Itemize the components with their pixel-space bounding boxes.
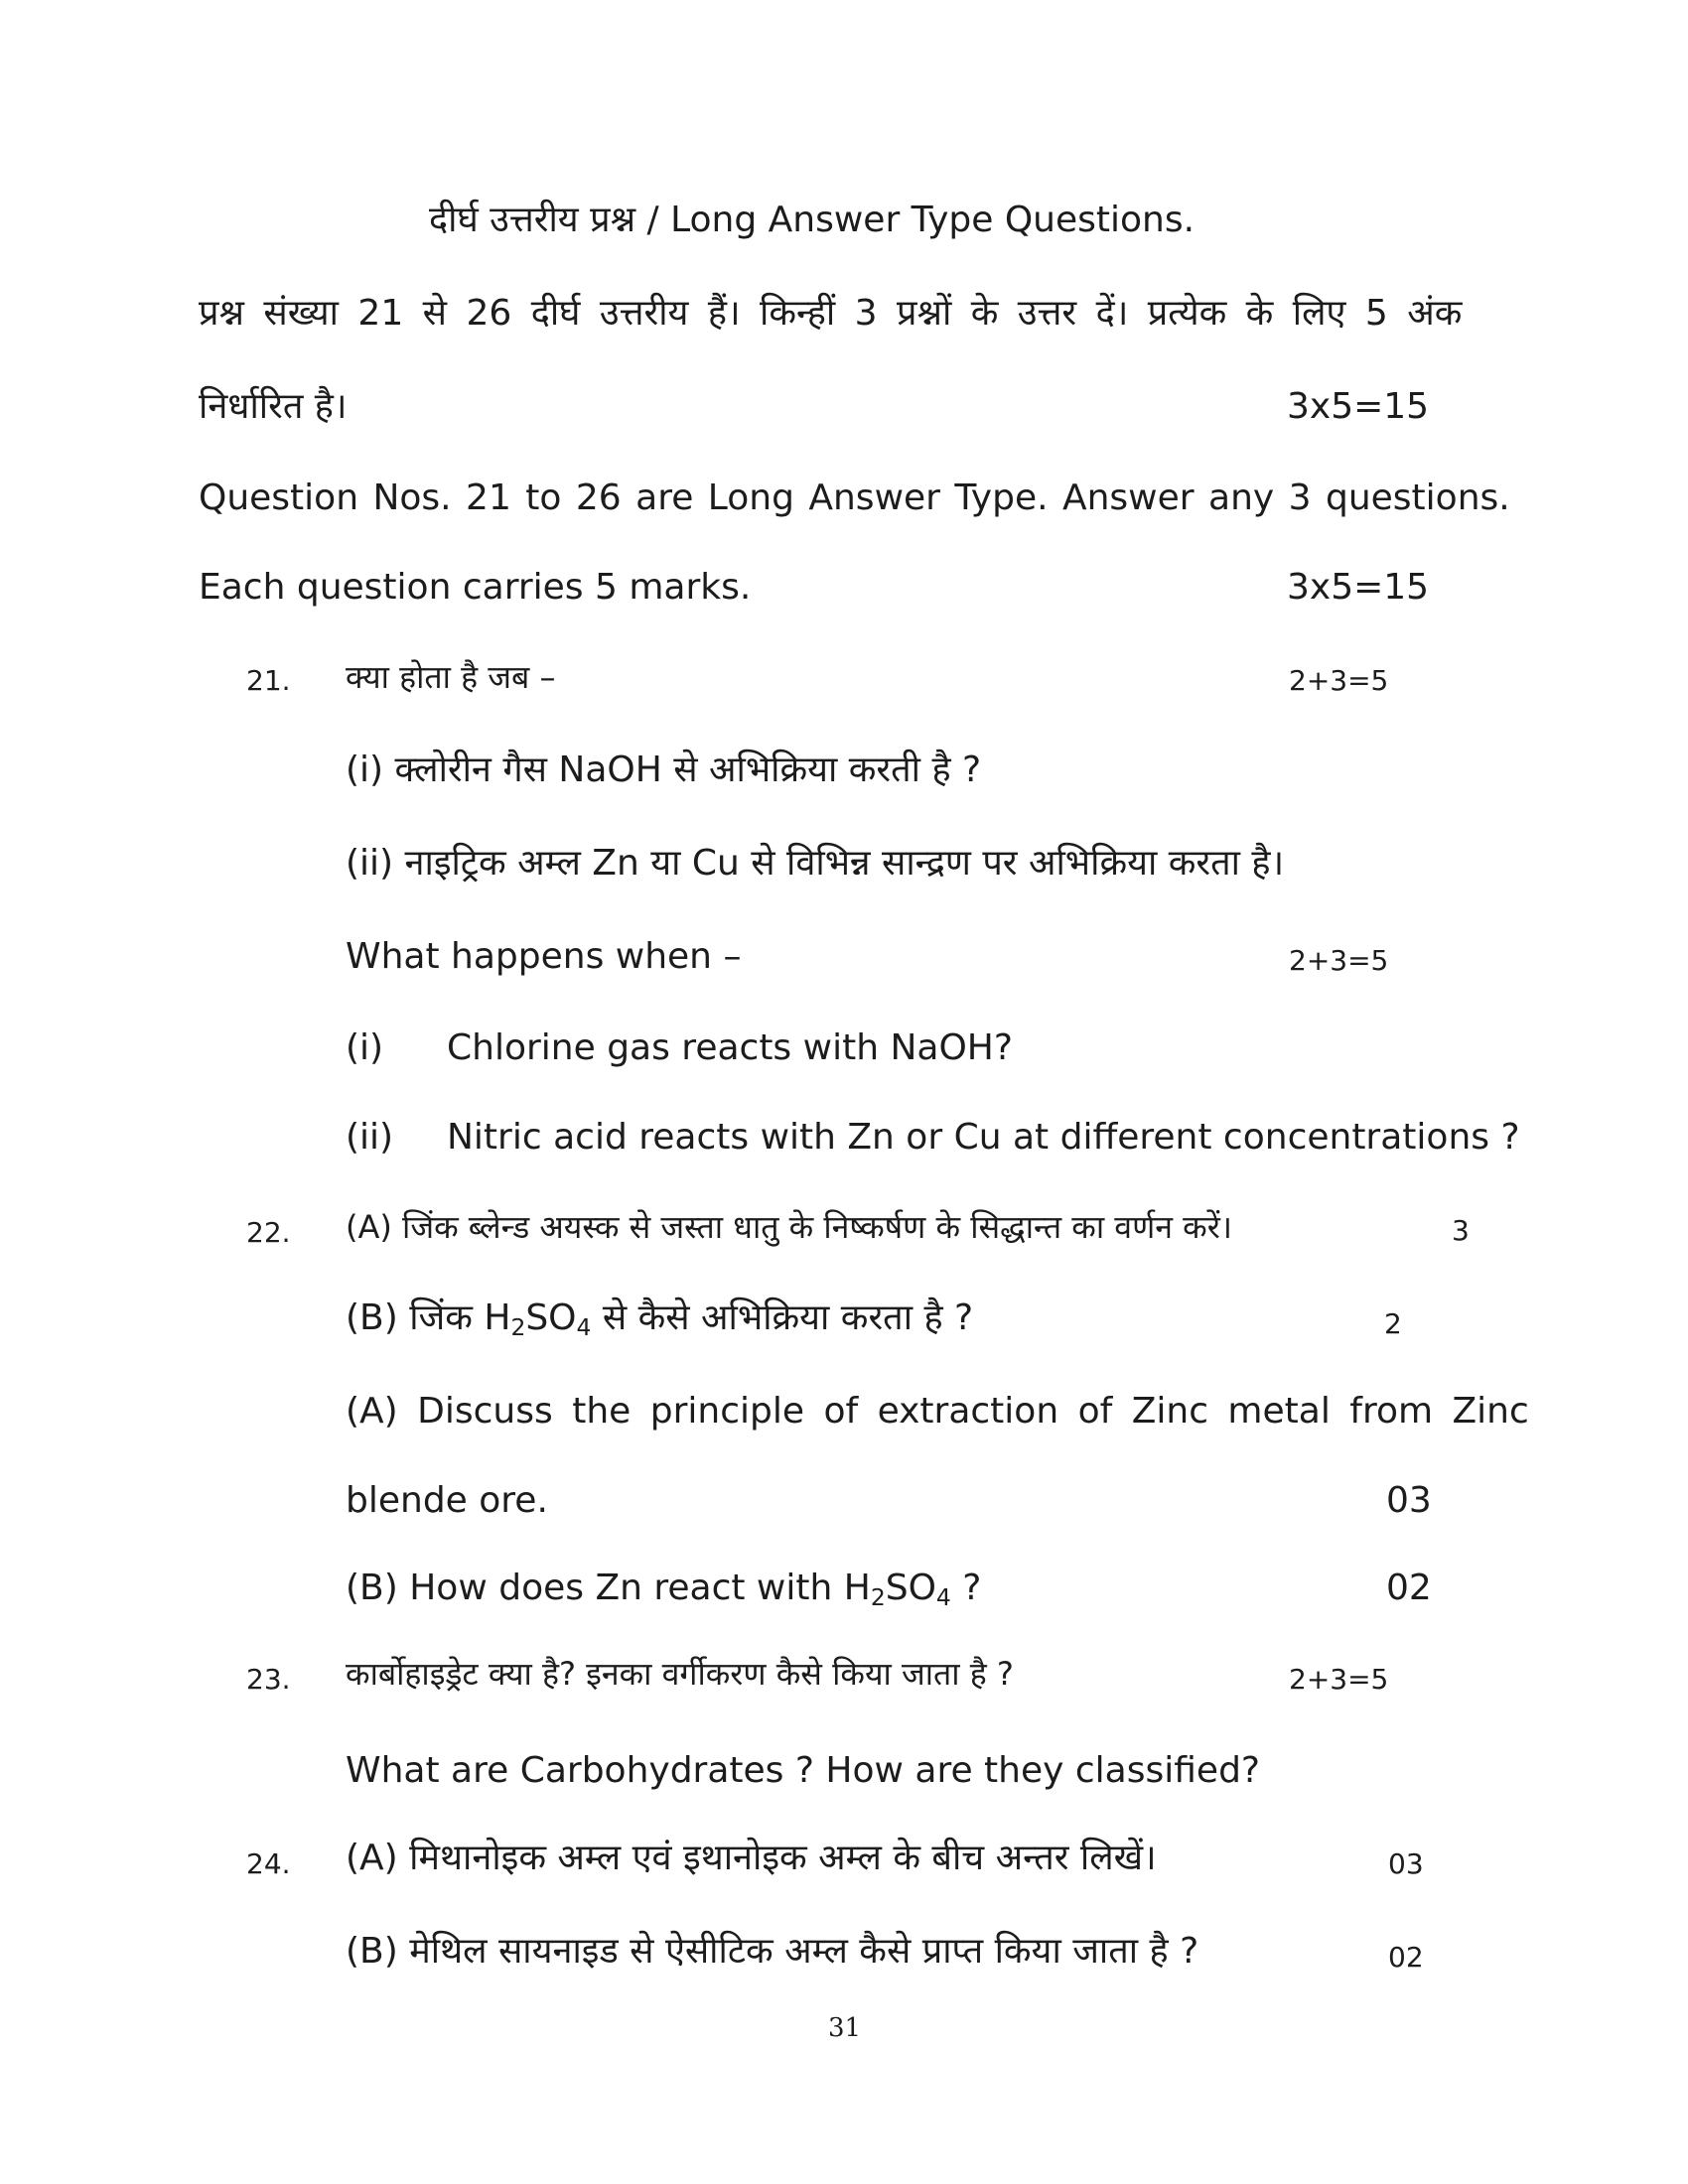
q21-hindi-marks: 2+3=5 [1289, 664, 1389, 697]
instructions-hindi-line1: प्रश्न संख्या 21 से 26 दीर्घ उत्तरीय हैं। किन्हीं 3 प्रश्नों के उत्तर दें। प्रत्येक के लिए 5 अंक [199, 293, 1463, 334]
q22-hindi-part-a: (A) जिंक ब्लेन्ड अयस्क से जस्ता धातु के निष्कर्षण के सिद्धान्त का वर्णन करें। [346, 1208, 1232, 1246]
question-number-24: 24. [246, 1847, 291, 1880]
question-number-23: 23. [246, 1663, 291, 1696]
q22-hindi-b-text-3: से कैसे अभिक्रिया करता है ? [591, 1297, 974, 1338]
q21-hindi-part-i: (i) क्लोरीन गैस NaOH से अभिक्रिया करती है ? [346, 750, 982, 790]
q24-hindi-part-b: (B) मेथिल सायनाइड से ऐसीटिक अम्ल कैसे प्राप्त किया जाता है ? [346, 1931, 1199, 1972]
q21-english-prompt: What happens when – [346, 936, 742, 977]
q22-english-b-text-3: ? [950, 1568, 982, 1608]
q24-hindi-part-a: (A) मिथानोइक अम्ल एवं इथानोइक अम्ल के बीच अन्तर लिखें। [346, 1838, 1157, 1878]
q22-hindi-b-sub-1: 2 [510, 1312, 526, 1341]
q22-english-b-text-2: SO [885, 1568, 936, 1608]
q22-hindi-b-sub-2: 4 [576, 1312, 592, 1341]
q22-hindi-part-a-marks: 3 [1452, 1214, 1470, 1247]
q22-english-part-a-marks: 03 [1386, 1480, 1432, 1521]
q22-hindi-b-text-1: (B) जिंक H [346, 1297, 511, 1338]
instructions-hindi-marks: 3x5=15 [1287, 386, 1430, 427]
q21-english-part-i-label: (i) [346, 1027, 384, 1068]
q23-hindi: कार्बोहाइड्रेट क्या है? इनका वर्गीकरण कैसे किया जाता है ? [346, 1655, 1014, 1693]
q24-hindi-part-a-marks: 03 [1388, 1847, 1424, 1880]
page-number: 31 [828, 2013, 862, 2043]
q22-english-b-text-1: (B) How does Zn react with H [346, 1568, 871, 1608]
q21-english-part-ii: Nitric acid reacts with Zn or Cu at different concentrations ? [447, 1117, 1520, 1158]
question-number-22: 22. [246, 1216, 291, 1249]
q22-english-b-sub-1: 2 [870, 1582, 886, 1611]
q22-hindi-part-b [346, 1297, 974, 1341]
q22-hindi-part-b-marks: 2 [1384, 1307, 1402, 1340]
section-heading: दीर्घ उत्तरीय प्रश्न / Long Answer Type Questions. [429, 200, 1196, 240]
q22-english-part-b [346, 1568, 982, 1611]
q24-hindi-part-b-marks: 02 [1388, 1941, 1424, 1974]
q23-english: What are Carbohydrates ? How are they classified? [346, 1750, 1261, 1791]
q22-english-part-a-line2: blende ore. [346, 1480, 548, 1521]
q21-hindi-part-ii: (ii) नाइट्रिक अम्ल Zn या Cu से विभिन्न सान्द्रण पर अभिक्रिया करता है। [346, 843, 1285, 884]
q21-english-part-i: Chlorine gas reacts with NaOH? [447, 1027, 1013, 1068]
q22-english-part-b-marks: 02 [1386, 1568, 1432, 1608]
instructions-hindi-line2: निर्धारित है। [199, 386, 348, 427]
q21-english-marks: 2+3=5 [1289, 944, 1389, 977]
q21-hindi-prompt: क्या होता है जब – [346, 658, 556, 696]
question-number-21: 21. [246, 664, 291, 697]
q22-english-b-sub-2: 4 [935, 1582, 951, 1611]
q22-hindi-b-text-2: SO [525, 1297, 577, 1338]
q22-english-part-a-line1: (A) Discuss the principle of extraction of Zinc metal from Zinc [346, 1391, 1529, 1432]
instructions-english-line2: Each question carries 5 marks. [199, 567, 752, 608]
instructions-english-line1: Question Nos. 21 to 26 are Long Answer Type. Answer any 3 questions. [199, 478, 1510, 518]
instructions-english-marks: 3x5=15 [1287, 567, 1430, 608]
q21-english-part-ii-label: (ii) [346, 1117, 394, 1158]
q23-marks: 2+3=5 [1289, 1663, 1389, 1696]
